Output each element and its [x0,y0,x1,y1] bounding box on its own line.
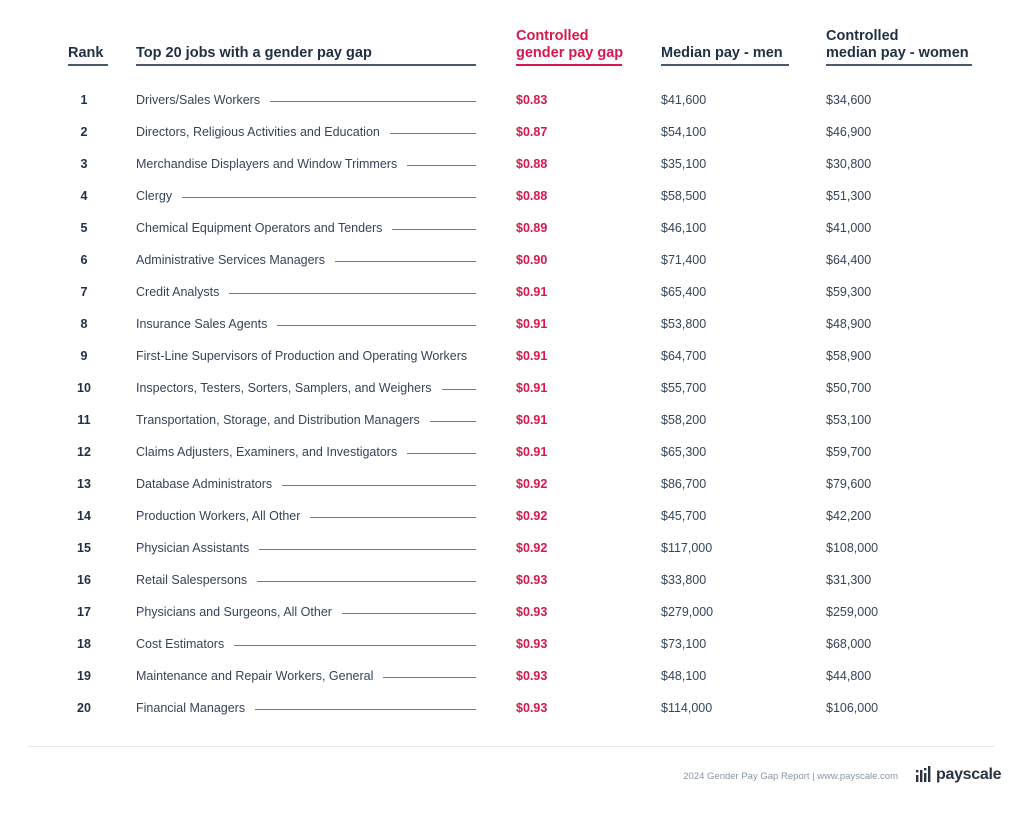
gap-cell: $0.88 [516,189,548,203]
women-pay-cell: $41,000 [826,221,872,235]
table-row [0,506,1024,526]
gap-cell: $0.92 [516,477,548,491]
table-row [0,698,1024,718]
header-rank: Rank [68,45,104,61]
women-pay-cell: $42,200 [826,509,872,523]
job-cell: Directors, Religious Activities and Education [136,122,390,142]
footer-divider [28,746,994,747]
men-pay-cell: $65,400 [661,285,707,299]
header-rank-rule [68,64,108,66]
header-women-rule [826,64,972,66]
gap-cell: $0.93 [516,701,548,715]
header-men-rule [661,64,789,66]
job-cell: Retail Salespersons [136,570,257,590]
gap-cell: $0.93 [516,669,548,683]
header-gap-line-1: Controlled [516,28,589,44]
women-pay-cell: $30,800 [826,157,872,171]
job-cell: Credit Analysts [136,282,229,302]
logo-wordmark: payscale [936,766,1002,783]
women-pay-cell: $64,400 [826,253,872,267]
women-pay-cell: $59,300 [826,285,872,299]
men-pay-cell: $279,000 [661,605,714,619]
women-pay-cell: $51,300 [826,189,872,203]
men-pay-cell: $114,000 [661,701,713,715]
table-row [0,90,1024,110]
gap-cell: $0.91 [516,349,548,363]
rank-cell: 5 [80,221,88,235]
header-job-rule [136,64,476,66]
rank-cell: 9 [80,349,88,363]
header-gap-line-2: gender pay gap [516,45,624,61]
table-row [0,410,1024,430]
header-women-line-1: Controlled [826,28,899,44]
job-cell: Transportation, Storage, and Distribution Managers [136,410,430,430]
table-row [0,442,1024,462]
gap-cell: $0.90 [516,253,548,267]
gap-cell: $0.93 [516,637,548,651]
gap-cell: $0.92 [516,509,548,523]
rank-cell: 7 [80,285,88,299]
job-cell: Cost Estimators [136,634,234,654]
rank-cell: 12 [77,445,91,459]
rank-cell: 15 [77,541,91,555]
gap-cell: $0.88 [516,157,548,171]
job-cell: Claims Adjusters, Examiners, and Investigators [136,442,407,462]
rank-cell: 4 [80,189,88,203]
header-women-line-2: median pay - women [826,45,969,61]
job-cell: Inspectors, Testers, Sorters, Samplers, and Weighers [136,378,442,398]
gap-cell: $0.91 [516,317,548,331]
rank-cell: 20 [77,701,91,715]
women-pay-cell: $106,000 [826,701,879,715]
women-pay-cell: $59,700 [826,445,872,459]
job-cell: Administrative Services Managers [136,250,335,270]
men-pay-cell: $65,300 [661,445,707,459]
bar-dots-icon [916,764,932,784]
men-pay-cell: $33,800 [661,573,707,587]
gap-cell: $0.83 [516,93,548,107]
table-row [0,282,1024,302]
job-cell: Production Workers, All Other [136,506,310,526]
job-cell: Insurance Sales Agents [136,314,277,334]
table-row [0,378,1024,398]
table-row [0,186,1024,206]
job-cell: Maintenance and Repair Workers, General [136,666,383,686]
men-pay-cell: $86,700 [661,477,707,491]
rank-cell: 14 [77,509,91,523]
table-row [0,250,1024,270]
gap-cell: $0.93 [516,573,548,587]
rank-cell: 19 [77,669,91,683]
leader-line [136,197,476,198]
men-pay-cell: $73,100 [661,637,707,651]
women-pay-cell: $50,700 [826,381,872,395]
rank-cell: 8 [80,317,88,331]
men-pay-cell: $35,100 [661,157,707,171]
rank-cell: 6 [80,253,88,267]
women-pay-cell: $46,900 [826,125,872,139]
gap-cell: $0.91 [516,285,548,299]
rank-cell: 10 [77,381,91,395]
job-cell: Physician Assistants [136,538,259,558]
gap-cell: $0.91 [516,381,548,395]
job-cell: Chemical Equipment Operators and Tenders [136,218,392,238]
women-pay-cell: $31,300 [826,573,872,587]
men-pay-cell: $55,700 [661,381,707,395]
job-cell: Physicians and Surgeons, All Other [136,602,342,622]
women-pay-cell: $108,000 [826,541,879,555]
rank-cell: 18 [77,637,91,651]
men-pay-cell: $48,100 [661,669,707,683]
gap-cell: $0.92 [516,541,548,555]
men-pay-cell: $117,000 [661,541,713,555]
job-cell: Database Administrators [136,474,282,494]
men-pay-cell: $45,700 [661,509,707,523]
table-row [0,634,1024,654]
gap-cell: $0.91 [516,445,548,459]
gap-cell: $0.87 [516,125,548,139]
rank-cell: 16 [77,573,91,587]
men-pay-cell: $58,200 [661,413,707,427]
header-men: Median pay - men [661,45,783,61]
men-pay-cell: $53,800 [661,317,707,331]
rank-cell: 13 [77,477,91,491]
women-pay-cell: $53,100 [826,413,872,427]
job-cell: Clergy [136,186,182,206]
job-cell: First-Line Supervisors of Production and Operating Workers [136,346,477,366]
table-row [0,666,1024,686]
gap-cell: $0.89 [516,221,548,235]
men-pay-cell: $54,100 [661,125,707,139]
table-row [0,122,1024,142]
men-pay-cell: $41,600 [661,93,707,107]
men-pay-cell: $58,500 [661,189,707,203]
men-pay-cell: $64,700 [661,349,707,363]
header-gap-rule [516,64,622,66]
job-cell: Merchandise Displayers and Window Trimmers [136,154,407,174]
footer-text: 2024 Gender Pay Gap Report | www.payscale.com [683,771,898,782]
header-job: Top 20 jobs with a gender pay gap [136,45,372,61]
table-row [0,602,1024,622]
women-pay-cell: $48,900 [826,317,872,331]
rank-cell: 3 [80,157,88,171]
women-pay-cell: $34,600 [826,93,872,107]
table-row [0,346,1024,366]
men-pay-cell: $46,100 [661,221,707,235]
table-row [0,154,1024,174]
women-pay-cell: $44,800 [826,669,872,683]
table-row [0,314,1024,334]
rank-cell: 2 [80,125,88,139]
gap-cell: $0.91 [516,413,548,427]
men-pay-cell: $71,400 [661,253,707,267]
job-cell: Drivers/Sales Workers [136,90,270,110]
women-pay-cell: $259,000 [826,605,879,619]
table-row [0,570,1024,590]
table-row [0,538,1024,558]
table-row [0,218,1024,238]
table-row [0,474,1024,494]
women-pay-cell: $79,600 [826,477,872,491]
payscale-logo [916,764,1002,786]
job-cell: Financial Managers [136,698,255,718]
gap-cell: $0.93 [516,605,548,619]
rank-cell: 1 [80,93,88,107]
rank-cell: 17 [77,605,91,619]
women-pay-cell: $68,000 [826,637,872,651]
women-pay-cell: $58,900 [826,349,872,363]
rank-cell: 11 [77,413,91,427]
